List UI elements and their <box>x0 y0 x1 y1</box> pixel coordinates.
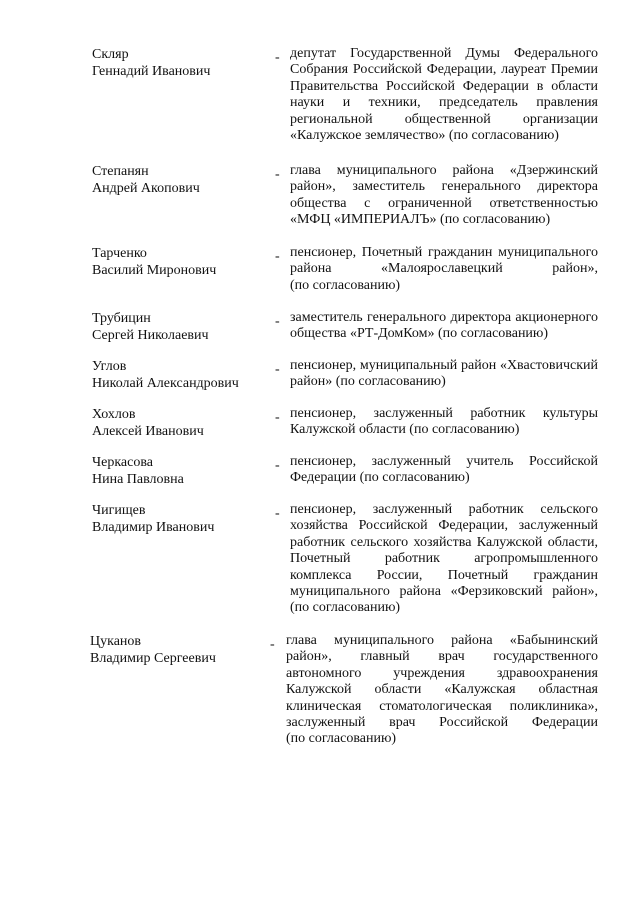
position-description <box>290 245 598 294</box>
surname: Чигищев <box>92 503 146 518</box>
separator-dash: - <box>275 50 280 65</box>
position-description <box>290 502 598 617</box>
person-name <box>92 163 262 197</box>
given-names: Владимир Сергеевич <box>90 651 216 666</box>
description-line: депутат Государственной Думы Федерального <box>290 46 598 61</box>
description-line: глава муниципального района «Дзержинский <box>290 163 598 178</box>
description-line: Почетный работник агропромышленного <box>290 551 598 567</box>
description-line: район», главный врач государственного <box>286 649 598 665</box>
description-line: региональной общественной организации <box>290 111 598 127</box>
description-line: Калужской области «Калужская областная <box>286 682 598 698</box>
person-name <box>92 46 262 80</box>
person-name <box>92 502 262 536</box>
given-names: Нина Павловна <box>92 472 184 487</box>
position-description <box>290 163 598 229</box>
description-line: Федерации (по согласованию) <box>290 470 470 486</box>
given-names: Сергей Николаевич <box>92 328 209 343</box>
surname: Цуканов <box>90 634 142 649</box>
surname: Тарченко <box>92 246 147 261</box>
surname: Трубицин <box>92 311 151 326</box>
person-name <box>92 310 262 344</box>
description-line: глава муниципального района «Бабынинский <box>286 633 598 648</box>
separator-dash: - <box>275 506 280 521</box>
surname: Скляр <box>92 47 129 62</box>
position-description <box>286 633 598 748</box>
separator-dash: - <box>275 314 280 329</box>
description-line: «Калужское землячество» (по согласованию) <box>290 128 559 144</box>
position-description <box>290 310 598 343</box>
given-names: Николай Александрович <box>92 376 239 391</box>
description-line: Собрания Российской Федерации, лауреат Премии <box>290 62 598 78</box>
description-line: науки и техники, председатель правления <box>290 95 598 111</box>
description-line: пенсионер, заслуженный работник сельского <box>290 502 598 517</box>
position-description <box>290 454 598 487</box>
separator-dash: - <box>275 249 280 264</box>
description-line: район», заместитель генерального директора <box>290 179 598 195</box>
position-description <box>290 46 598 144</box>
description-line: работник сельского хозяйства Калужской области, <box>290 534 598 550</box>
description-line: пенсионер, Почетный гражданин муниципального <box>290 245 598 260</box>
description-line: автономного учреждения здравоохранения <box>286 665 598 681</box>
description-line: общества с ограниченной ответственностью <box>290 195 598 211</box>
description-line: Правительства Российской Федерации в области <box>290 78 598 94</box>
description-line: заместитель генерального директора акционерного <box>290 310 598 325</box>
person-name <box>90 633 260 667</box>
position-description <box>290 358 598 391</box>
separator-dash: - <box>275 362 280 377</box>
separator-dash: - <box>275 410 280 425</box>
position-description <box>290 406 598 439</box>
given-names: Алексей Иванович <box>92 424 204 439</box>
person-name <box>92 358 262 392</box>
description-line: клиническая стоматологическая поликлиника», <box>286 698 598 714</box>
surname: Хохлов <box>92 407 136 422</box>
description-line: (по согласованию) <box>290 600 401 616</box>
description-line: (по согласованию) <box>286 731 397 747</box>
surname: Степанян <box>92 164 149 179</box>
description-line: «МФЦ «ИМПЕРИАЛЪ» (по согласованию) <box>290 212 551 228</box>
description-line: пенсионер, заслуженный учитель Российской <box>290 454 598 469</box>
description-line: (по согласованию) <box>290 277 401 293</box>
description-line: Калужской области (по согласованию) <box>290 422 520 438</box>
description-line: пенсионер, муниципальный район «Хвастовичский <box>290 358 598 373</box>
given-names: Владимир Иванович <box>92 520 215 535</box>
surname: Черкасова <box>92 455 153 470</box>
description-line: хозяйства Российской Федерации, заслуженный <box>290 518 598 534</box>
description-line: района «Малоярославецкий район», <box>290 261 598 277</box>
person-name <box>92 454 262 488</box>
given-names: Геннадий Иванович <box>92 64 211 79</box>
description-line: общества «РТ-ДомКом» (по согласованию) <box>290 326 549 342</box>
separator-dash: - <box>270 637 275 652</box>
person-name <box>92 406 262 440</box>
description-line: пенсионер, заслуженный работник культуры <box>290 406 598 421</box>
given-names: Андрей Акопович <box>92 181 200 196</box>
separator-dash: - <box>275 458 280 473</box>
description-line: район» (по согласованию) <box>290 374 446 390</box>
given-names: Василий Миронович <box>92 263 217 278</box>
description-line: муниципального района «Ферзиковский район», <box>290 584 598 600</box>
description-line: заслуженный врач Российской Федерации <box>286 715 598 731</box>
person-name <box>92 245 262 279</box>
description-line: комплекса России, Почетный гражданин <box>290 567 598 583</box>
separator-dash: - <box>275 167 280 182</box>
surname: Углов <box>92 359 127 374</box>
